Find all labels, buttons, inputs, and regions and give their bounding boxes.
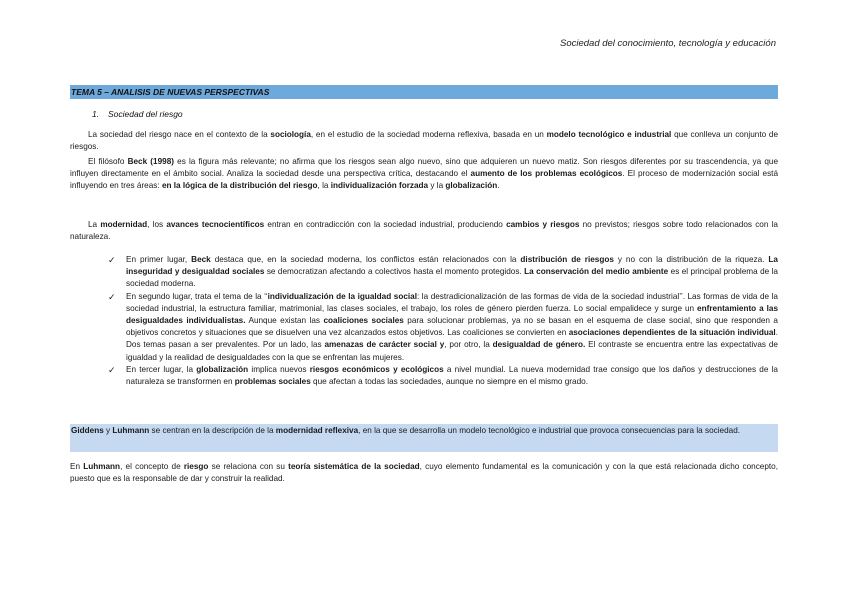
- paragraph-luhmann: En Luhmann, el concepto de riesgo se relaciona con su teoría sistemática de la sociedad, cuyo elemento fundamental es la comunicación y con la que está relacionada dicho concepto, puesto que es la responsable de dar y construir la realidad.: [70, 462, 778, 484]
- list-item: ✓ En segundo lugar, trata el tema de la ‘‘individualización de la igualdad social: la destradicionalización de las formas de vida de la sociedad industrial’’. Las formas de vida de la sociedad industrial, la estructura familiar, matrimonial, las clases sociales, el trabajo, los roles de género pierden fuerza. Lo social empalidece y surge un enfrentamiento a las desigualdades individualistas. Aunque existan las coaliciones sociales para solucionar problemas, ya no se basan en el esquema de clase social, sino que responden a objetivos concretos y situaciones que se disuelven una vez alcanzados estos objetivos. Las coaliciones se convierten en asociaciones dependientes de la situación individual. Dos temas pasan a ser prevalentes. Por un lado, las amenazas de carácter social y, por otro, la desigualdad de género. El contraste se encuentra entre las expectativas de igualdad y la realidad de desigualdades con la que se enfrentan las mujeres.: [108, 291, 779, 362]
- topic-title-bar: TEMA 5 – ANALISIS DE NUEVAS PERSPECTIVAS: [70, 85, 778, 99]
- section-title: Sociedad del riesgo: [108, 109, 183, 119]
- paragraph-modernidad: La modernidad, los avances tecnocientíficos entran en contradicción con la sociedad industrial, produciendo cambios y riesgos no previstos; riesgos sobre todo relacionados con la naturaleza.: [70, 220, 778, 242]
- running-header: Sociedad del conocimiento, tecnología y educación: [559, 38, 776, 49]
- highlighted-paragraph: Giddens y Luhmann se centran en la descripción de la modernidad reflexiva, en la que se desarrolla un modelo tecnológico e industrial que provoca consecuencias para la sociedad.: [70, 424, 778, 452]
- list-item: ✓ En tercer lugar, la globalización implica nuevos riesgos económicos y ecológicos a nivel mundial. La nueva modernidad trae consigo que los daños y destrucciones de la naturaleza se transformen en problemas sociales que afectan a todas las sociedades, aunque no siempre en el mismo grado.: [108, 364, 778, 387]
- checkmark-icon: ✓: [108, 255, 116, 265]
- paragraph-intro: La sociedad del riesgo nace en el contexto de la sociología, en el estudio de la sociedad moderna reflexiva, basada en un modelo tecnológico e industrial que conlleva un conjunto de riesgos.: [70, 130, 779, 152]
- paragraph-beck: El filósofo Beck (1998) es la figura más relevante; no afirma que los riesgos sean algo nuevo, sino que adquieren un nuevo matiz. Son riesgos diferentes por su trascendencia, ya que influyen directamente en el ámbito social. Analiza la sociedad desde una perspectiva crítica, destacando el aumento de los problemas ecológicos. El proceso de modernización social está influyendo en tres áreas: en la lógica de la distribución del riesgo, la individualización forzada y la globalización.: [70, 157, 778, 191]
- checklist: [104, 254, 778, 388]
- checkmark-icon: ✓: [108, 364, 116, 375]
- checkmark-icon: ✓: [108, 291, 116, 302]
- section-heading: [92, 109, 183, 119]
- section-number: 1.: [92, 109, 100, 119]
- list-item: ✓ En primer lugar, Beck destaca que, en la sociedad moderna, los conflictos están relacionados con la distribución de riesgos y no con la distribución de la riqueza. La inseguridad y desigualdad sociales se democratizan afectando a colectivos hasta el momento protegidos. La conservación del medio ambiente es el principal problema de la sociedad moderna.: [108, 255, 778, 289]
